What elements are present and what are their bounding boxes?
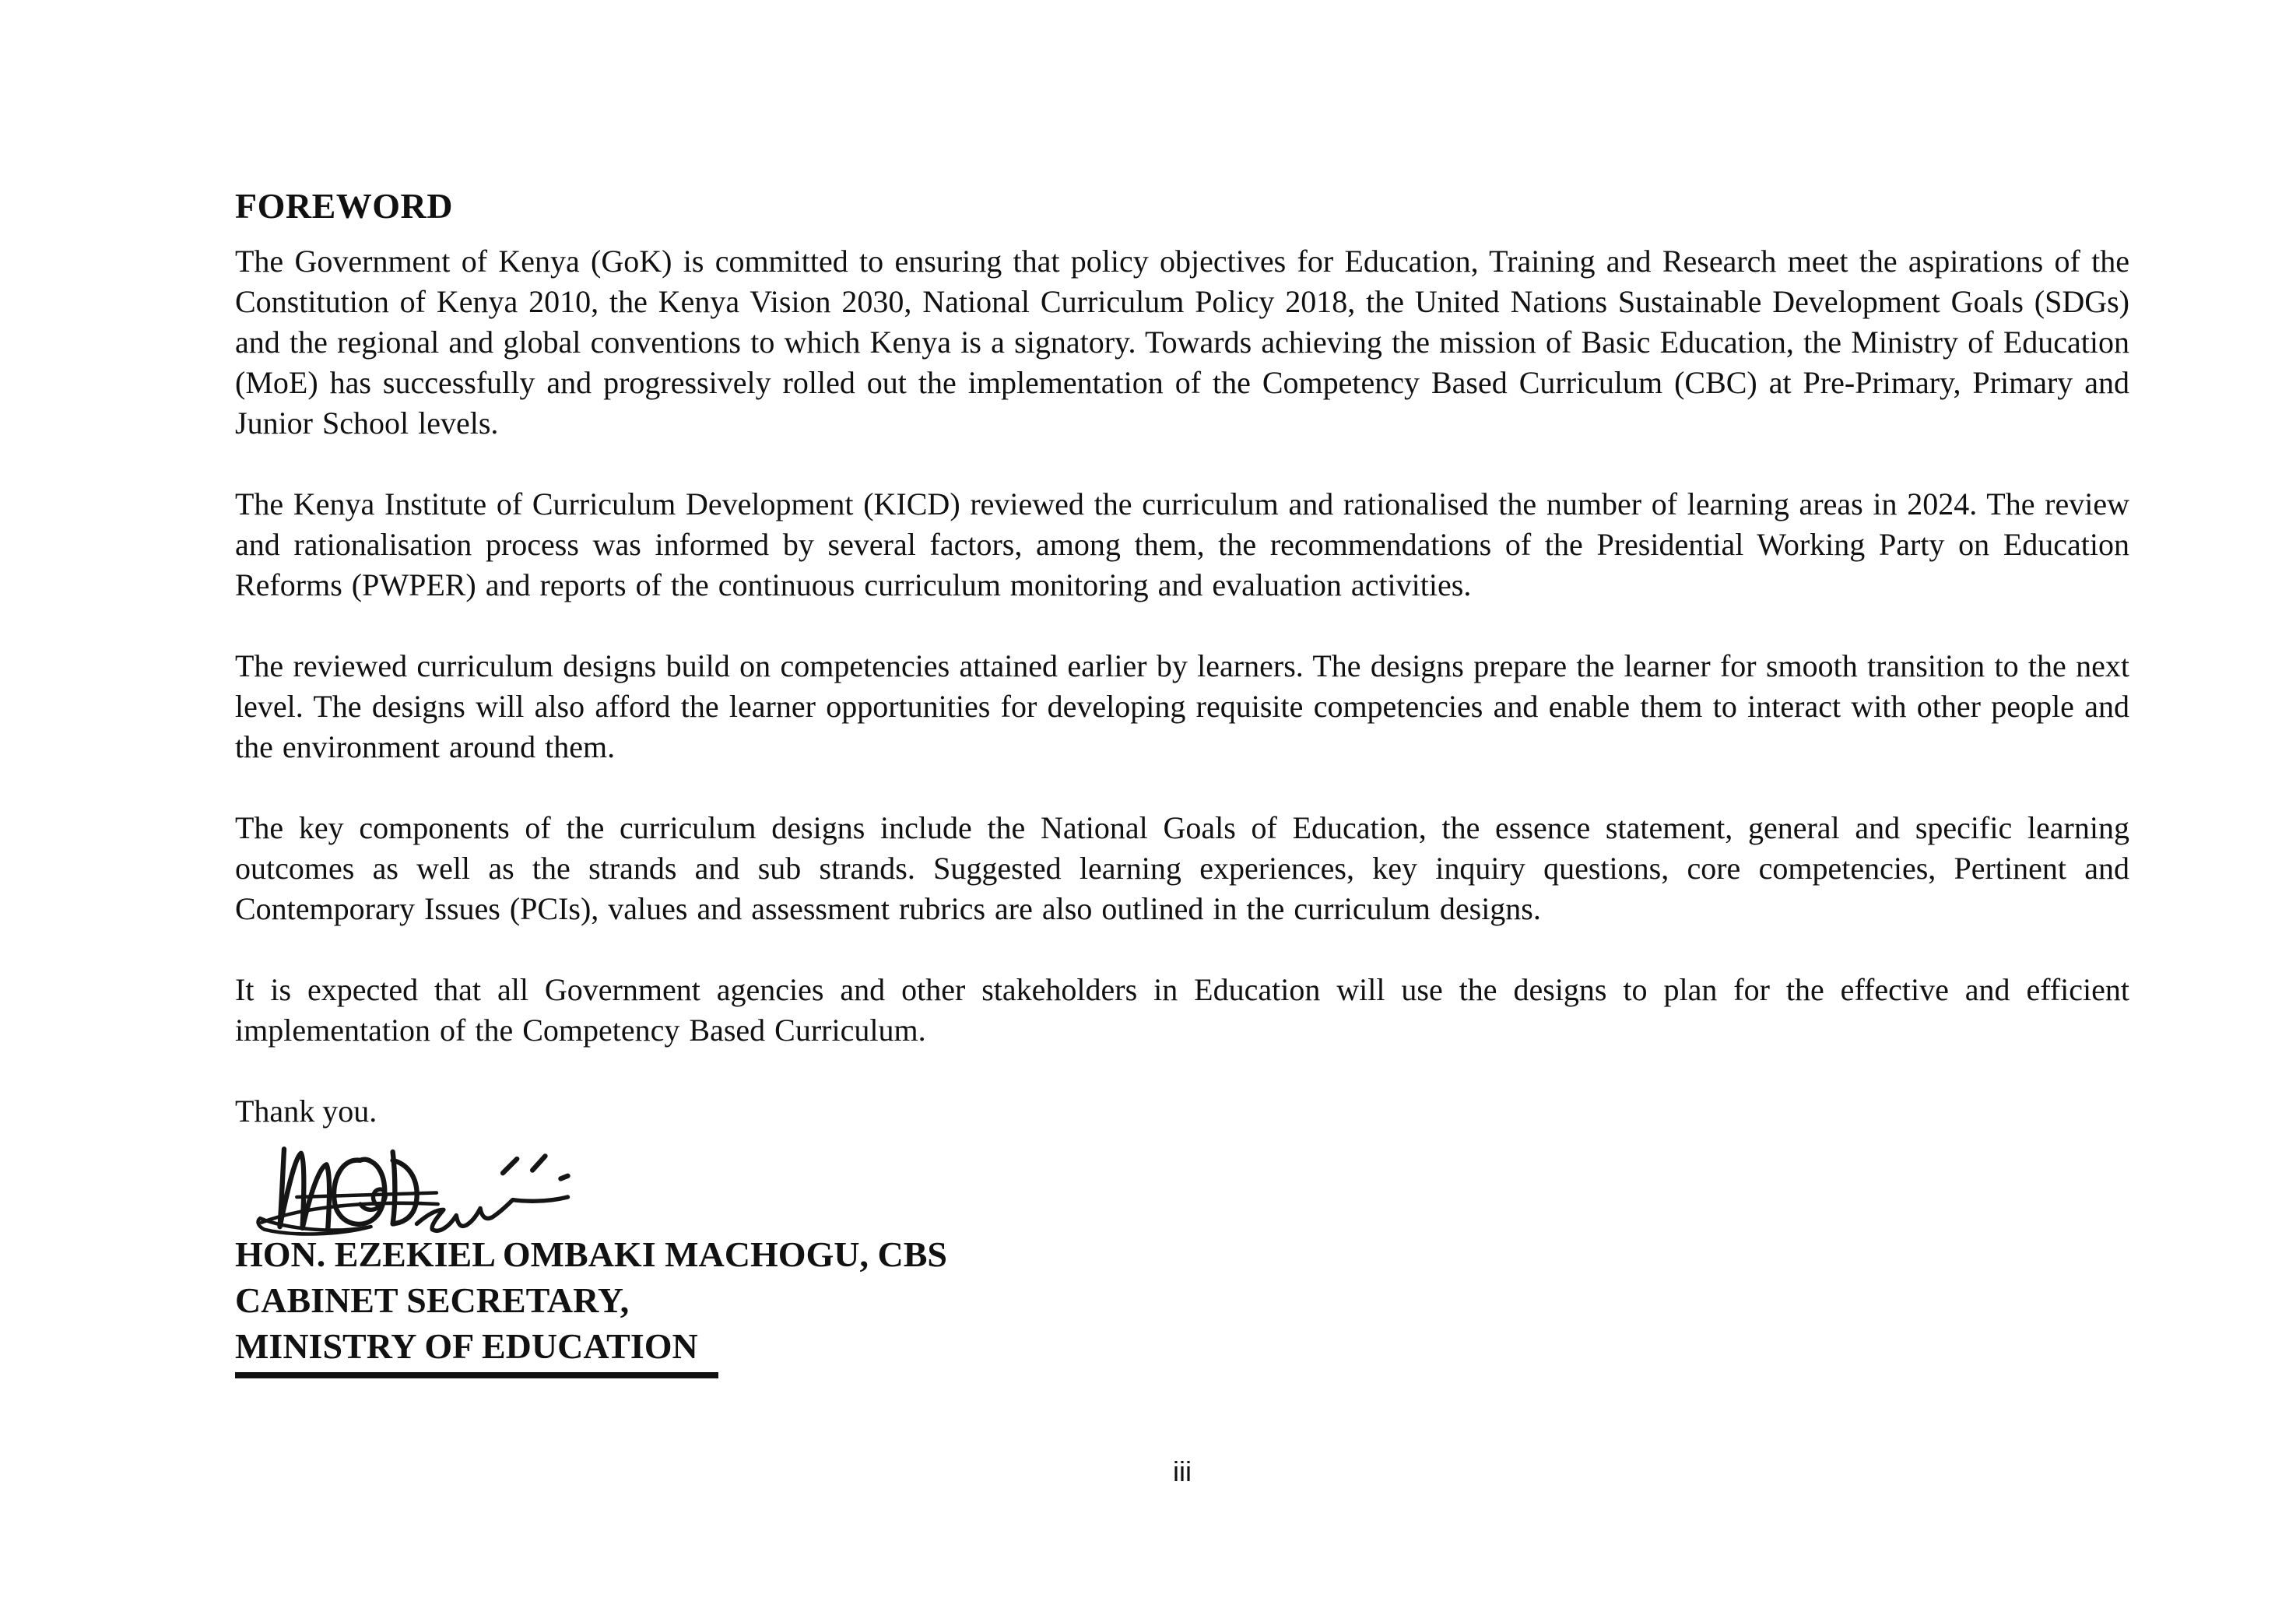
paragraph-expectation: It is expected that all Government agencies and other stakeholders in Education will use the designs to plan for the effective and efficient implementation of the Competency Based Curriculum. <box>235 972 2129 1048</box>
signatory-block <box>235 1231 2129 1378</box>
signatory-name: HON. EZEKIEL OMBAKI MACHOGU, CBS <box>235 1234 948 1274</box>
signatory-title: CABINET SECRETARY, <box>235 1280 630 1320</box>
page-title: FOREWORD <box>235 186 453 226</box>
paragraph-curriculum-designs: The reviewed curriculum designs build on competencies attained earlier by learners. The designs prepare the learner for smooth transition to the next level. The designs will also afford the learner opportunities for developing requisite competencies and enable them to interact with other people and the environment around them. <box>235 648 2129 764</box>
thank-you-text: Thank you. <box>235 1094 377 1129</box>
paragraph-key-components: The key components of the curriculum designs include the National Goals of Education, the essence statement, general and specific learning outcomes as well as the strands and sub strands. Suggested learning experiences, key inquiry questions, core competencies, Pertinent and Contemporary Issues (PCIs), values and assessment rubrics are also outlined in the curriculum designs. <box>235 810 2129 926</box>
signature-image <box>241 1136 607 1242</box>
signature-icon <box>241 1136 599 1242</box>
paragraph-kicd-review: The Kenya Institute of Curriculum Development (KICD) reviewed the curriculum and rationalised the number of learning areas in 2024. The review and rationalisation process was informed by several factors, among them, the recommendations of the Presidential Working Party on Education Reforms (PWPER) and reports of the continuous curriculum monitoring and evaluation activities. <box>235 486 2129 602</box>
foreword-section <box>235 187 2129 1378</box>
page-number: iii <box>1173 1455 1192 1487</box>
paragraph-gok-commitment: The Government of Kenya (GoK) is committed to ensuring that policy objectives for Education, Training and Research meet the aspirations of the Constitution of Kenya 2010, the Kenya Vision 2030, National Curriculum Policy 2018, the United Nations Sustainable Development Goals (SDGs) and the regional and global conventions to which Kenya is a signatory. Towards achieving the mission of Basic Education, the Ministry of Education (MoE) has successfully and progressively rolled out the implementation of the Competency Based Curriculum (CBC) at Pre-Primary, Primary and Junior School levels. <box>235 244 2129 441</box>
signatory-ministry: MINISTRY OF EDUCATION <box>235 1323 718 1378</box>
